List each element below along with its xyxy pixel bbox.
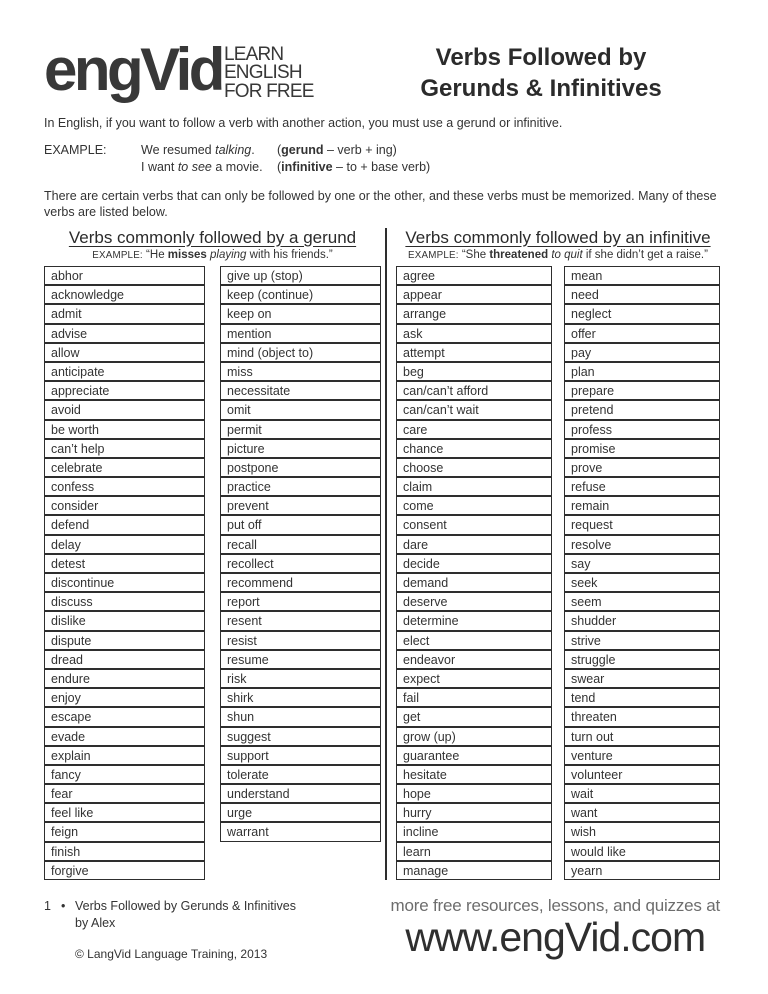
verb-cell: say xyxy=(564,554,720,573)
verb-cell: grow (up) xyxy=(396,727,552,746)
footer-right xyxy=(391,896,720,962)
verb-cell: volunteer xyxy=(564,765,720,784)
verb-cell: neglect xyxy=(564,304,720,323)
verb-cell: abhor xyxy=(44,266,205,285)
verb-cell: understand xyxy=(220,784,381,803)
verb-cell: venture xyxy=(564,746,720,765)
verb-cell: feign xyxy=(44,822,205,841)
sentence-text: . xyxy=(251,143,255,157)
verb-cell: feel like xyxy=(44,803,205,822)
brand-tagline xyxy=(224,42,314,101)
verb-cell: profess xyxy=(564,420,720,439)
verb-cell: appreciate xyxy=(44,381,205,400)
brand-tagline-line: FOR FREE xyxy=(223,80,314,102)
doc-reference xyxy=(44,898,296,932)
verb-cell: pretend xyxy=(564,400,720,419)
verb-cell: agree xyxy=(396,266,552,285)
note-text: – verb + ing) xyxy=(323,143,397,157)
note-text: ( xyxy=(277,160,282,175)
example-bold: misses xyxy=(167,249,207,262)
page-number: 1 xyxy=(44,899,51,914)
verb-cell: care xyxy=(396,420,552,439)
verb-cell: fancy xyxy=(44,765,205,784)
verb-cell: can/can’t afford xyxy=(396,381,552,400)
sentence-italic: talking xyxy=(215,143,252,157)
verb-cell: get xyxy=(396,707,552,726)
verb-cell: fail xyxy=(396,688,552,707)
verb-cell: report xyxy=(220,592,381,611)
verb-cell: be worth xyxy=(44,420,205,439)
example-text: with his friends.” xyxy=(246,249,333,262)
verb-cell: seek xyxy=(564,573,720,592)
page-title-line1: Verbs Followed by xyxy=(435,44,647,71)
verb-cell: admit xyxy=(44,304,205,323)
gerund-section-example xyxy=(44,249,381,261)
verb-cell: refuse xyxy=(564,477,720,496)
verb-cell: anticipate xyxy=(44,362,205,381)
verb-cell: resist xyxy=(220,631,381,650)
verb-cell: discuss xyxy=(44,592,205,611)
verb-cell: tolerate xyxy=(220,765,381,784)
verb-cell: expect xyxy=(396,669,552,688)
verb-cell: can/can’t wait xyxy=(396,400,552,419)
verb-cell: escape xyxy=(44,707,205,726)
verb-cell: recall xyxy=(220,535,381,554)
verb-cell: resent xyxy=(220,611,381,630)
note-text: ( xyxy=(277,143,282,157)
sentence-italic: to see xyxy=(177,160,212,175)
verb-cell: resolve xyxy=(564,535,720,554)
verb-cell: elect xyxy=(396,631,552,650)
verb-cell: explain xyxy=(44,746,205,765)
verb-cell: forgive xyxy=(44,861,205,880)
verb-cell: incline xyxy=(396,822,552,841)
page-title-line2: Gerunds & Infinitives xyxy=(420,75,662,103)
verb-cell: evade xyxy=(44,727,205,746)
verb-cell: ask xyxy=(396,324,552,343)
site-url[interactable]: www.engVid.com xyxy=(405,914,706,961)
verb-cell: endure xyxy=(44,669,205,688)
verb-cell: necessitate xyxy=(220,381,381,400)
verb-cell: beg xyxy=(396,362,552,381)
example-block xyxy=(44,142,720,177)
verb-cell: keep on xyxy=(220,304,381,323)
sentence-text: We resumed xyxy=(141,143,216,157)
infinitive-section-example xyxy=(396,249,720,261)
verb-cell: demand xyxy=(396,573,552,592)
header xyxy=(44,36,720,108)
verb-cell: suggest xyxy=(220,727,381,746)
verb-cell: struggle xyxy=(564,650,720,669)
example-label: EXAMPLE: xyxy=(44,143,107,157)
verb-cell: defend xyxy=(44,515,205,534)
verb-cell: would like xyxy=(564,842,720,861)
example-text: “She xyxy=(458,249,490,262)
verb-cell: mention xyxy=(220,324,381,343)
verb-cell: choose xyxy=(396,458,552,477)
verb-cell: learn xyxy=(396,842,552,861)
memorize-paragraph: There are certain verbs that can only be followed by one or the other, and these verbs must be memorized. Many of these verbs are listed below. xyxy=(44,188,717,219)
verb-cell: support xyxy=(220,746,381,765)
verb-cell: put off xyxy=(220,515,381,534)
verb-cell: fear xyxy=(44,784,205,803)
example-bold: threatened xyxy=(489,249,549,262)
verb-cell: prevent xyxy=(220,496,381,515)
verb-cell: request xyxy=(564,515,720,534)
verb-cell: hope xyxy=(396,784,552,803)
example-note-gerund xyxy=(277,142,720,159)
verb-cell: tend xyxy=(564,688,720,707)
example-label: EXAMPLE: xyxy=(92,250,143,262)
intro-paragraph: In English, if you want to follow a verb with another action, you must use a gerund or infinitive. xyxy=(44,116,563,130)
verb-cell: wish xyxy=(564,822,720,841)
verb-cell: threaten xyxy=(564,707,720,726)
byline: by Alex xyxy=(75,915,116,930)
example-text: if she didn’t get a raise.” xyxy=(582,249,708,262)
verb-cell: permit xyxy=(220,420,381,439)
verb-cell: delay xyxy=(44,535,205,554)
example-italic: to quit xyxy=(551,249,583,262)
verb-cell: want xyxy=(564,803,720,822)
verb-cell: finish xyxy=(44,842,205,861)
sentence-text: I want xyxy=(141,160,178,175)
note-text: – to + base verb) xyxy=(332,160,431,175)
brand-tagline-line: LEARN xyxy=(223,44,284,65)
verb-cell: prove xyxy=(564,458,720,477)
verb-cell: detest xyxy=(44,554,205,573)
example-italic: playing xyxy=(210,249,247,262)
verb-cell: pay xyxy=(564,343,720,362)
verb-cell: attempt xyxy=(396,343,552,362)
infinitive-columns xyxy=(396,266,720,880)
example-text: “He xyxy=(142,249,168,262)
verb-cell: seem xyxy=(564,592,720,611)
page-title xyxy=(416,42,666,104)
verb-cell: appear xyxy=(396,285,552,304)
infinitive-verb-list-a xyxy=(396,266,552,880)
gerund-columns xyxy=(44,266,381,880)
gerund-section-heading: Verbs commonly followed by a gerund xyxy=(68,227,357,247)
verb-cell: chance xyxy=(396,439,552,458)
verb-cell: wait xyxy=(564,784,720,803)
gerund-verb-list-a xyxy=(44,266,205,880)
verb-cell: consider xyxy=(44,496,205,515)
verb-cell: promise xyxy=(564,439,720,458)
promo-line: more free resources, lessons, and quizzes at xyxy=(390,896,720,916)
verb-cell: swear xyxy=(564,669,720,688)
example-note-infinitive xyxy=(277,159,720,176)
verb-cell: come xyxy=(396,496,552,515)
verb-cell: hesitate xyxy=(396,765,552,784)
verb-cell: risk xyxy=(220,669,381,688)
verb-cell: dispute xyxy=(44,631,205,650)
verb-cell: prepare xyxy=(564,381,720,400)
note-bold: gerund xyxy=(281,143,324,157)
verb-cell: remain xyxy=(564,496,720,515)
verb-cell: shudder xyxy=(564,611,720,630)
verb-cell: dare xyxy=(396,535,552,554)
section-divider xyxy=(385,228,387,881)
doc-title: Verbs Followed by Gerunds & Infinitives xyxy=(75,899,296,914)
verb-cell: plan xyxy=(564,362,720,381)
verb-cell: discontinue xyxy=(44,573,205,592)
verb-cell: endeavor xyxy=(396,650,552,669)
verb-cell: determine xyxy=(396,611,552,630)
verb-cell: miss xyxy=(220,362,381,381)
verb-cell: consent xyxy=(396,515,552,534)
verb-cell: allow xyxy=(44,343,205,362)
verb-cell: guarantee xyxy=(396,746,552,765)
brand-name: engVid xyxy=(44,36,222,103)
verb-cell: postpone xyxy=(220,458,381,477)
bullet-separator: • xyxy=(61,899,66,914)
verb-cell: strive xyxy=(564,631,720,650)
verb-cell: deserve xyxy=(396,592,552,611)
verb-cell: practice xyxy=(220,477,381,496)
example-label: EXAMPLE: xyxy=(408,250,459,262)
verb-lists-region xyxy=(44,228,720,881)
verb-cell: acknowledge xyxy=(44,285,205,304)
footer-left xyxy=(44,898,296,962)
footer xyxy=(44,898,720,962)
infinitive-section xyxy=(396,228,720,881)
verb-cell: manage xyxy=(396,861,552,880)
infinitive-verb-list-b xyxy=(564,266,720,880)
verb-cell: recollect xyxy=(220,554,381,573)
doc-reference-text xyxy=(75,898,296,932)
verb-cell: hurry xyxy=(396,803,552,822)
verb-cell: urge xyxy=(220,803,381,822)
sentence-text: a movie. xyxy=(211,160,263,175)
verb-cell: enjoy xyxy=(44,688,205,707)
verb-cell: yearn xyxy=(564,861,720,880)
verb-cell: turn out xyxy=(564,727,720,746)
verb-cell: mind (object to) xyxy=(220,343,381,362)
infinitive-section-heading: Verbs commonly followed by an infinitive xyxy=(405,227,711,247)
verb-cell: shun xyxy=(220,707,381,726)
verb-cell: resume xyxy=(220,650,381,669)
spacer xyxy=(44,159,141,176)
example-sentence-infinitive xyxy=(141,159,277,176)
verb-cell: omit xyxy=(220,400,381,419)
verb-cell: need xyxy=(564,285,720,304)
verb-cell: picture xyxy=(220,439,381,458)
verb-cell: shirk xyxy=(220,688,381,707)
verb-cell: avoid xyxy=(44,400,205,419)
verb-cell: claim xyxy=(396,477,552,496)
verb-cell: can’t help xyxy=(44,439,205,458)
example-sentence-gerund xyxy=(141,142,277,159)
verb-cell: keep (continue) xyxy=(220,285,381,304)
verb-cell: dread xyxy=(44,650,205,669)
copyright: © LangVid Language Training, 2013 xyxy=(75,946,268,961)
verb-cell: give up (stop) xyxy=(220,266,381,285)
verb-cell: advise xyxy=(44,324,205,343)
verb-cell: mean xyxy=(564,266,720,285)
verb-cell: decide xyxy=(396,554,552,573)
gerund-verb-list-b xyxy=(220,266,381,880)
verb-cell: celebrate xyxy=(44,458,205,477)
verb-cell: dislike xyxy=(44,611,205,630)
verb-cell: arrange xyxy=(396,304,552,323)
verb-cell: recommend xyxy=(220,573,381,592)
note-bold: infinitive xyxy=(281,160,333,175)
brand-tagline-line: ENGLISH xyxy=(223,62,302,84)
gerund-section xyxy=(44,228,381,881)
verb-cell: warrant xyxy=(220,822,381,841)
verb-cell: offer xyxy=(564,324,720,343)
verb-cell: confess xyxy=(44,477,205,496)
